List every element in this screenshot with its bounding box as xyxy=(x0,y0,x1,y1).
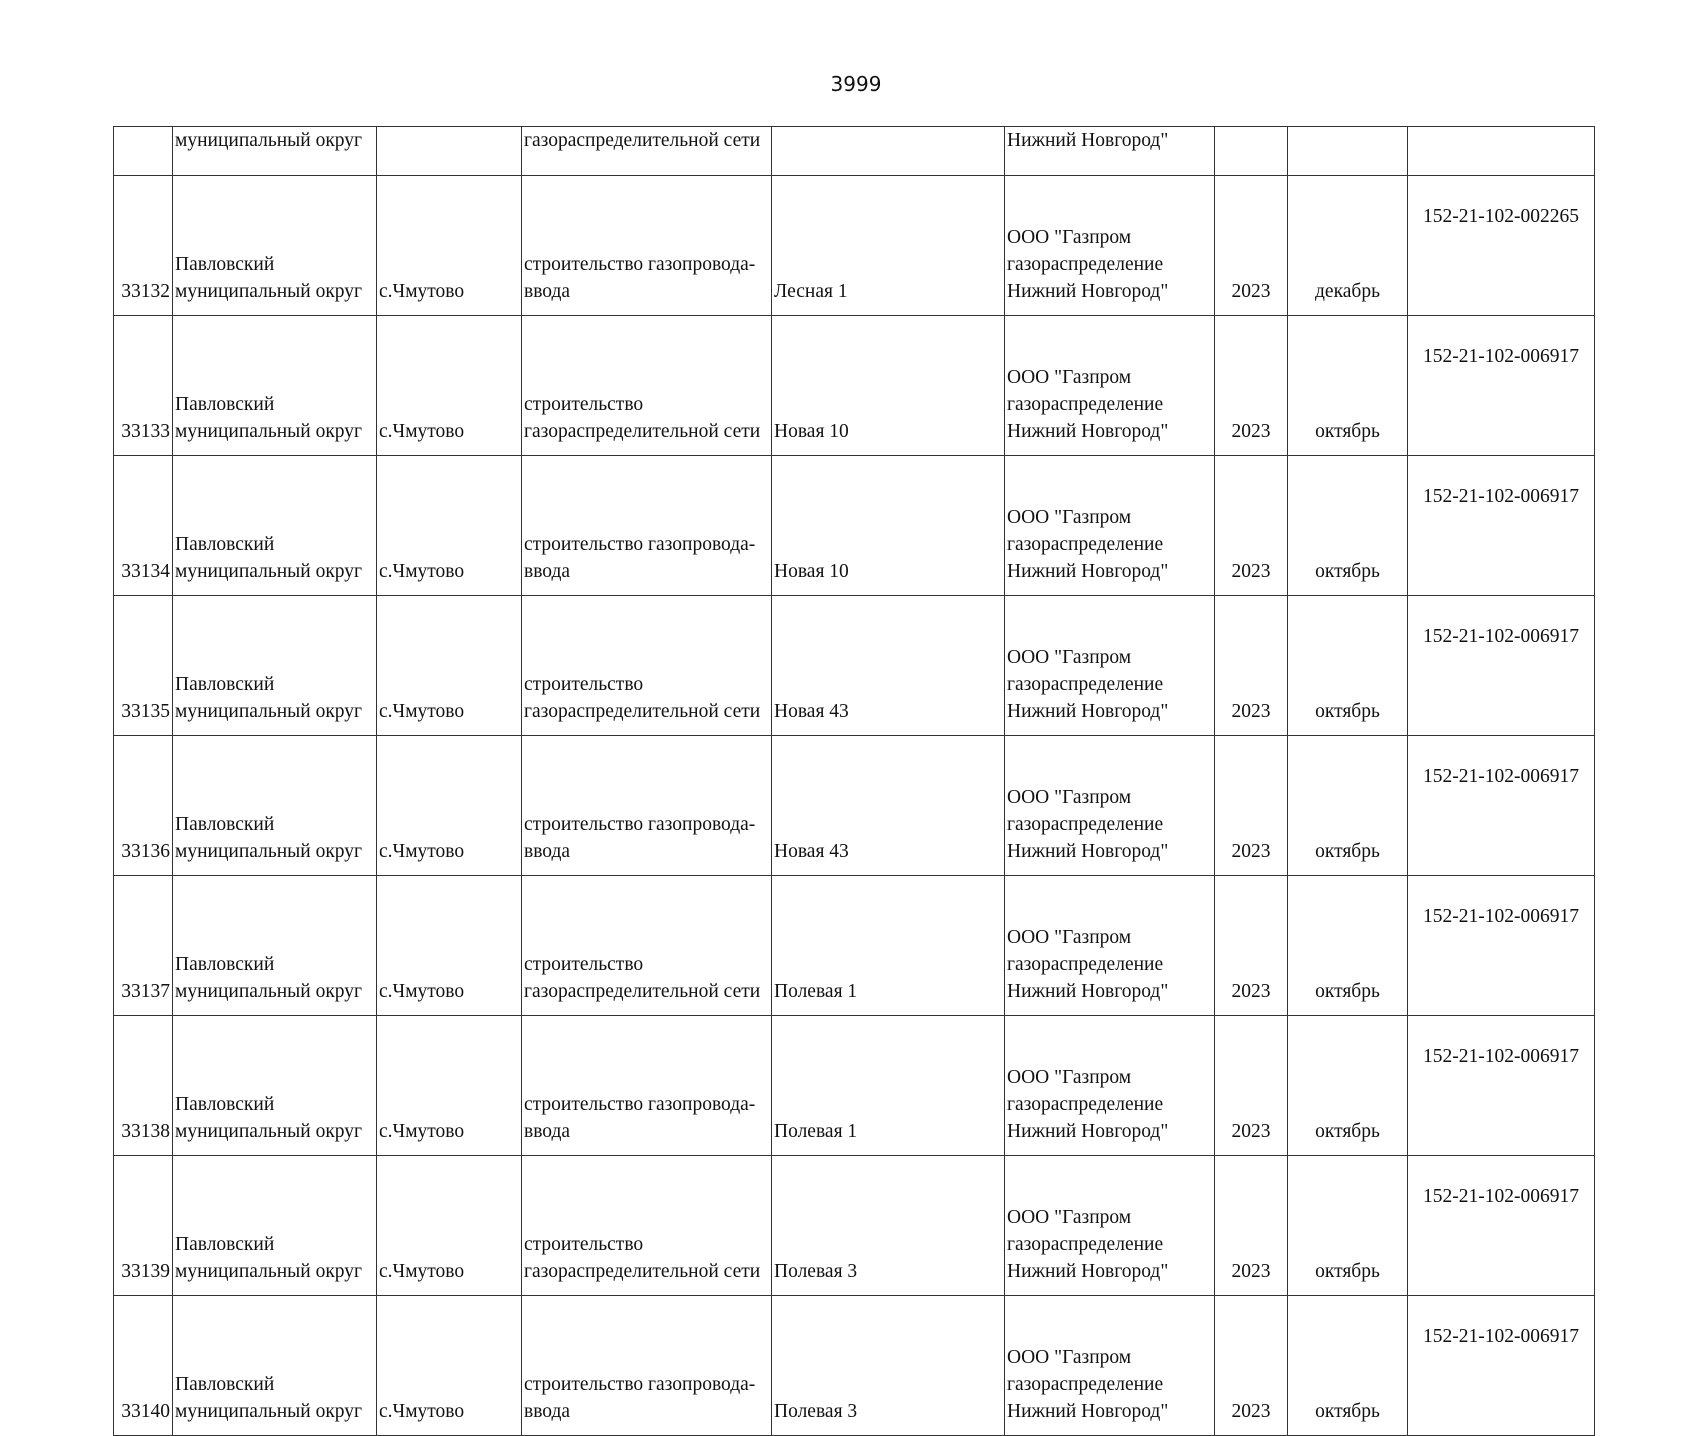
cell-month: октябрь xyxy=(1288,1156,1408,1296)
cell-address: Новая 10 xyxy=(772,456,1005,596)
cell-operator: ООО "Газпром газораспределение Нижний Новгород" xyxy=(1005,1016,1215,1156)
cell-work: строительство газораспределительной сети xyxy=(522,596,772,736)
cell-id: 33133 xyxy=(114,316,173,456)
cell-district: Павловский муниципальный округ xyxy=(173,1156,377,1296)
cell-operator: ООО "Газпром газораспределение Нижний Новгород" xyxy=(1005,1156,1215,1296)
table-body xyxy=(114,127,1595,1436)
cell-district: муниципальный округ xyxy=(173,127,377,176)
cell-district: Павловский муниципальный округ xyxy=(173,736,377,876)
cell-year: 2023 xyxy=(1215,876,1288,1016)
cell-month: октябрь xyxy=(1288,316,1408,456)
cell-year: 2023 xyxy=(1215,1296,1288,1436)
cell-month: декабрь xyxy=(1288,176,1408,316)
cell-district: Павловский муниципальный округ xyxy=(173,456,377,596)
cell-code xyxy=(1408,127,1595,176)
cell-operator: ООО "Газпром газораспределение Нижний Новгород" xyxy=(1005,876,1215,1016)
cell-operator: ООО "Газпром газораспределение Нижний Новгород" xyxy=(1005,1296,1215,1436)
cell-locality: с.Чмутово xyxy=(377,1296,522,1436)
cell-code: 152-21-102-006917 xyxy=(1408,876,1595,1016)
cell-locality: с.Чмутово xyxy=(377,456,522,596)
cell-work: строительство газопровода- ввода xyxy=(522,1296,772,1436)
cell-id: 33134 xyxy=(114,456,173,596)
cell-work: строительство газопровода- ввода xyxy=(522,1016,772,1156)
cell-work: строительство газопровода- ввода xyxy=(522,456,772,596)
cell-locality: с.Чмутово xyxy=(377,1156,522,1296)
table-row xyxy=(114,596,1595,736)
table-row xyxy=(114,876,1595,1016)
cell-district: Павловский муниципальный округ xyxy=(173,596,377,736)
cell-operator: Нижний Новгород" xyxy=(1005,127,1215,176)
cell-year: 2023 xyxy=(1215,596,1288,736)
continuation-row xyxy=(114,127,1595,176)
cell-work: строительство газораспределительной сети xyxy=(522,876,772,1016)
cell-locality: с.Чмутово xyxy=(377,1016,522,1156)
cell-code: 152-21-102-006917 xyxy=(1408,736,1595,876)
cell-month: октябрь xyxy=(1288,876,1408,1016)
cell-year xyxy=(1215,127,1288,176)
cell-code: 152-21-102-006917 xyxy=(1408,1156,1595,1296)
cell-district: Павловский муниципальный округ xyxy=(173,876,377,1016)
table-row xyxy=(114,176,1595,316)
cell-work: строительство газопровода- ввода xyxy=(522,176,772,316)
cell-code: 152-21-102-006917 xyxy=(1408,596,1595,736)
cell-address: Полевая 1 xyxy=(772,876,1005,1016)
cell-address: Лесная 1 xyxy=(772,176,1005,316)
cell-operator: ООО "Газпром газораспределение Нижний Новгород" xyxy=(1005,176,1215,316)
cell-code: 152-21-102-006917 xyxy=(1408,1016,1595,1156)
cell-locality: с.Чмутово xyxy=(377,176,522,316)
cell-operator: ООО "Газпром газораспределение Нижний Новгород" xyxy=(1005,316,1215,456)
cell-work: строительство газопровода- ввода xyxy=(522,736,772,876)
cell-operator: ООО "Газпром газораспределение Нижний Новгород" xyxy=(1005,456,1215,596)
cell-code: 152-21-102-006917 xyxy=(1408,316,1595,456)
cell-month: октябрь xyxy=(1288,1016,1408,1156)
cell-id: 33138 xyxy=(114,1016,173,1156)
cell-district: Павловский муниципальный округ xyxy=(173,1296,377,1436)
cell-district: Павловский муниципальный округ xyxy=(173,316,377,456)
cell-month: октябрь xyxy=(1288,736,1408,876)
cell-month: октябрь xyxy=(1288,1296,1408,1436)
cell-year: 2023 xyxy=(1215,1016,1288,1156)
cell-work: строительство газораспределительной сети xyxy=(522,316,772,456)
cell-id: 33140 xyxy=(114,1296,173,1436)
work-plan-table xyxy=(113,126,1595,1436)
cell-address: Полевая 3 xyxy=(772,1156,1005,1296)
table-row xyxy=(114,316,1595,456)
cell-operator: ООО "Газпром газораспределение Нижний Новгород" xyxy=(1005,596,1215,736)
cell-month: октябрь xyxy=(1288,456,1408,596)
cell-work: строительство газораспределительной сети xyxy=(522,1156,772,1296)
cell-address: Полевая 3 xyxy=(772,1296,1005,1436)
cell-address: Новая 43 xyxy=(772,596,1005,736)
cell-year: 2023 xyxy=(1215,736,1288,876)
table-row xyxy=(114,736,1595,876)
cell-locality: с.Чмутово xyxy=(377,316,522,456)
cell-month: октябрь xyxy=(1288,596,1408,736)
cell-district: Павловский муниципальный округ xyxy=(173,176,377,316)
cell-address: Новая 10 xyxy=(772,316,1005,456)
cell-year: 2023 xyxy=(1215,456,1288,596)
cell-locality: с.Чмутово xyxy=(377,736,522,876)
table-row xyxy=(114,1296,1595,1436)
cell-year: 2023 xyxy=(1215,1156,1288,1296)
cell-address: Полевая 1 xyxy=(772,1016,1005,1156)
cell-code: 152-21-102-006917 xyxy=(1408,1296,1595,1436)
cell-year: 2023 xyxy=(1215,316,1288,456)
cell-district: Павловский муниципальный округ xyxy=(173,1016,377,1156)
cell-code: 152-21-102-002265 xyxy=(1408,176,1595,316)
cell-locality: с.Чмутово xyxy=(377,876,522,1016)
cell-operator: ООО "Газпром газораспределение Нижний Новгород" xyxy=(1005,736,1215,876)
cell-id: 33139 xyxy=(114,1156,173,1296)
cell-id: 33135 xyxy=(114,596,173,736)
table-row xyxy=(114,1156,1595,1296)
cell-id: 33132 xyxy=(114,176,173,316)
table-row xyxy=(114,456,1595,596)
cell-year: 2023 xyxy=(1215,176,1288,316)
page-number: 3999 xyxy=(830,72,882,96)
cell-locality: с.Чмутово xyxy=(377,596,522,736)
cell-id xyxy=(114,127,173,176)
cell-id: 33137 xyxy=(114,876,173,1016)
cell-code: 152-21-102-006917 xyxy=(1408,456,1595,596)
cell-id: 33136 xyxy=(114,736,173,876)
cell-address: Новая 43 xyxy=(772,736,1005,876)
cell-locality xyxy=(377,127,522,176)
cell-work: газораспределительной сети xyxy=(522,127,772,176)
cell-month xyxy=(1288,127,1408,176)
table-row xyxy=(114,1016,1595,1156)
cell-address xyxy=(772,127,1005,176)
